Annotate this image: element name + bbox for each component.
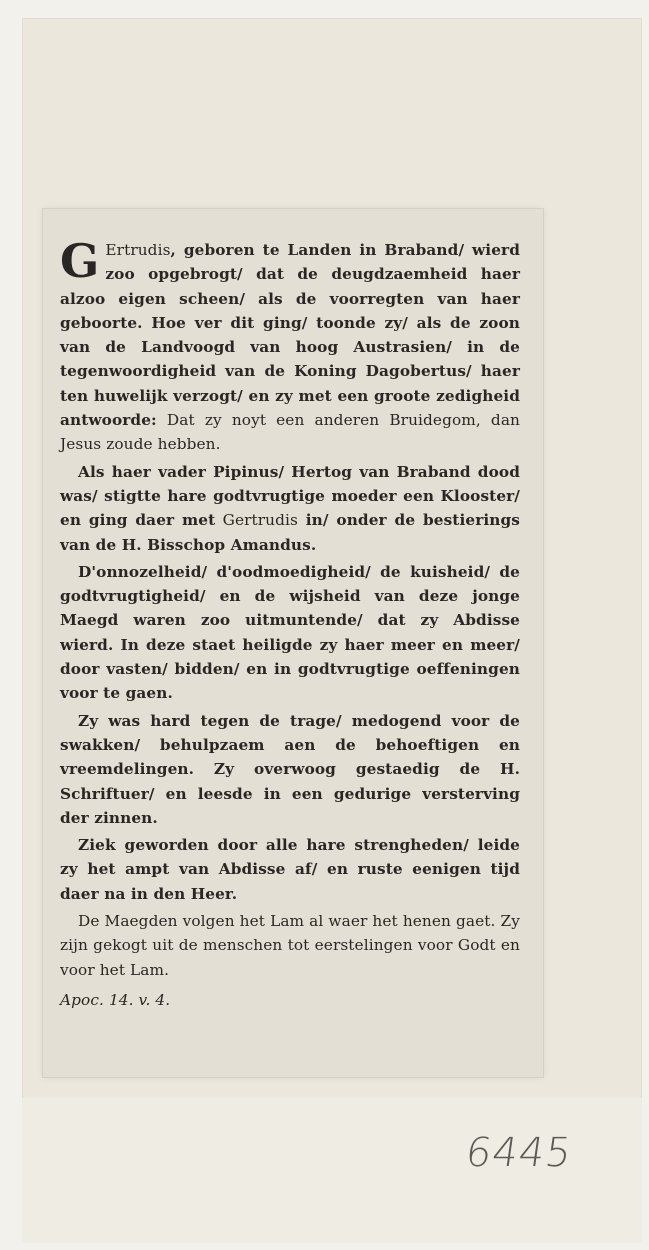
paragraph-4-blackletter: Zy was hard tegen de trage/ medogend voor de swakken/ behulpzaem aen de behoeftigen en vreemdelingen. Zy overwoog gestaedig de H. Schriftuer/ en leesde in een gedurige versterving der zinnen. (60, 711, 520, 827)
paragraph-6-roman: De Maegden volgen het Lam al waer het henen gaet. Zy zijn gekogt uit de menschen tot eerstelingen voor Godt en voor het Lam. (60, 912, 520, 979)
document-body (60, 234, 521, 1015)
paragraph-3 (60, 560, 520, 706)
paragraph-4 (60, 709, 520, 830)
paragraph-2-blackletter-end: in/ onder de bestierings van de H. Bisschop Amandus. (60, 511, 521, 554)
paragraph-5 (60, 833, 520, 906)
paragraph-5-blackletter: Ziek geworden door alle hare strengheden/ leide zy het ampt van Abdisse af/ en ruste eenigen tijd daer na in den Heer. (60, 836, 520, 903)
paragraph-1 (60, 234, 520, 457)
name-gertrudis: Ertrudis (105, 241, 171, 259)
paragraph-1-roman: Dat zy noyt een anderen Bruidegom, dan Jesus zoude hebben. (60, 411, 520, 454)
handwritten-inventory-number: 6445 (462, 1130, 576, 1176)
paragraph-2 (60, 460, 520, 557)
paragraph-1-blackletter: , geboren te Landen in Braband/ wierd zoo opgebrogt/ dat de deugdzaemheid haer alzoo eigen scheen/ als de voorregten van haer geboorte. Hoe ver dit ging/ toonde zy/ als de zoon van de Landvoogd van hoog Austrasien/ in de tegenwoordigheid van de Koning Dagobertus/ haer ten huwelijk verzogt/ en zy met een groote zedigheid antwoorde: (60, 241, 520, 430)
paragraph-6 (60, 909, 520, 982)
paragraph-2-blackletter: Als haer vader Pipinus/ Hertog van Braband dood was/ stigtte hare godtvrugtige moeder een Klooster/ en ging daer met (60, 462, 520, 530)
drop-capital: G (60, 234, 100, 288)
scripture-citation: Apoc. 14. v. 4. (60, 990, 171, 1009)
paragraph-2-roman: Gertrudis (215, 511, 298, 530)
paragraph-3-blackletter: D'onnozelheid/ d'oodmoedigheid/ de kuisheid/ de godtvrugtigheid/ en de wijsheid van deze jonge Maegd waren zoo uitmuntende/ dat zy Abdisse wierd. In deze staet heiligde zy haer meer en meer/ door vasten/ bidden/ en in godtvrugtige oeffeningen voor te gaen. (60, 562, 520, 703)
